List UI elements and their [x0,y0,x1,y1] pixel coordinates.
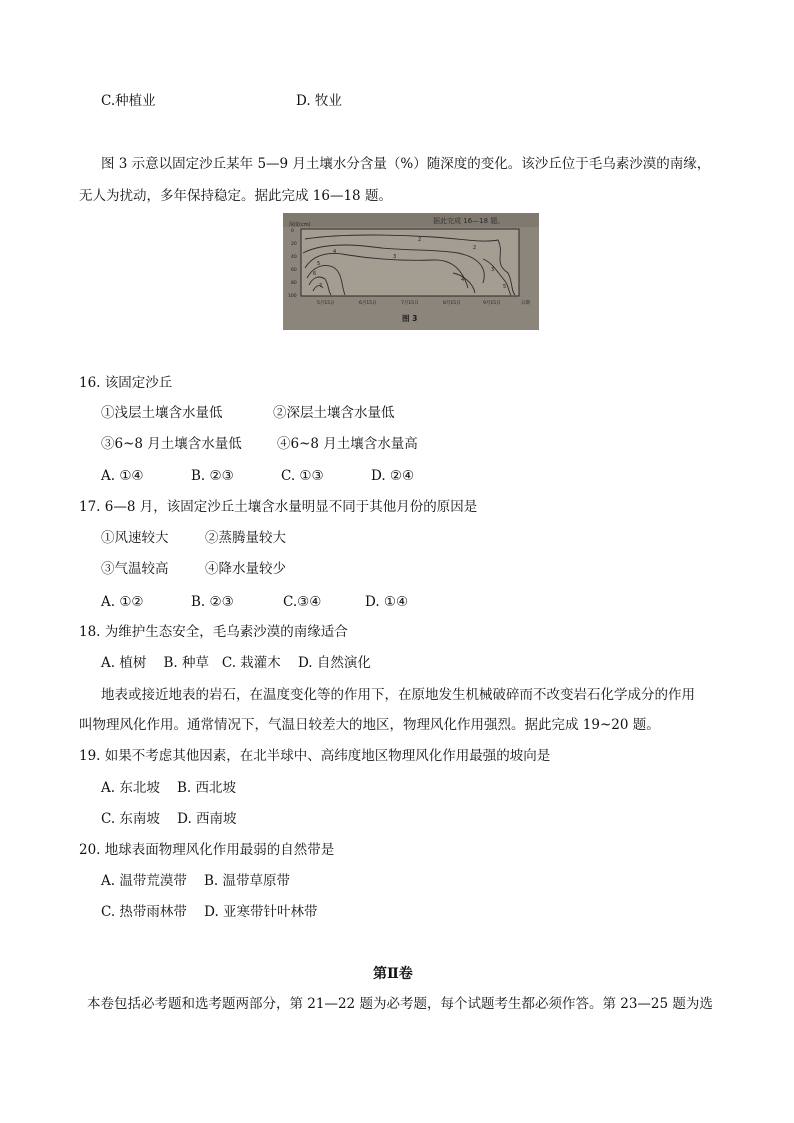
q17-opt-4: ④降水量较少 [205,561,286,577]
section-2-line1: 本卷包括必考题和选考题两部分，第 21—22 题为必考题，每个试题考生都必须作答。第 23—25 题为选 [87,996,713,1012]
q16-answer-a: A. ①④ [101,468,144,484]
intro-16-18-line2: 无人为扰动，多年保持稳定。据此完成 16—18 题。 [79,188,392,204]
q16-opt-4: ④6~8 月土壤含水量高 [277,436,418,452]
contour-label: 5 [503,284,507,290]
q19-stem: 19. 如果不考虑其他因素，在北半球中、高纬度地区物理风化作用最强的坡向是 [79,748,551,764]
option-d: D. 牧业 [296,93,342,109]
q18-stem: 18. 为维护生态安全，毛乌素沙漠的南缘适合 [79,624,348,640]
q17-answer-a: A. ①② [101,594,144,610]
y-tick: 40 [291,255,297,260]
x-axis-title: 日期 [521,301,530,306]
q19-row1: A. 东北坡 B. 西北坡 [101,780,236,796]
section-2-title: 第Ⅱ卷 [373,966,413,982]
contour-label: 2 [473,245,477,251]
figure-3-image [283,213,539,330]
q16-answer-c: C. ①③ [281,468,324,484]
option-c: C.种植业 [101,93,156,109]
intro-19-20-line2: 叫物理风化作用。通常情况下，气温日较差大的地区，物理风化作用强烈。据此完成 19~20 题。 [79,717,660,733]
q19-row2: C. 东南坡 D. 西南坡 [101,811,237,827]
y-tick: 60 [291,268,297,273]
contour-label: 4 [461,277,465,283]
q16-answer-d: D. ②④ [371,468,415,484]
x-tick: 9月15日 [483,301,501,306]
q20-row1: A. 温带荒漠带 B. 温带草原带 [101,873,290,889]
q17-stem: 17. 6—8 月，该固定沙丘土壤含水量明显不同于其他月份的原因是 [79,499,478,515]
y-tick: 0 [291,229,294,234]
x-tick: 6月15日 [359,301,377,306]
x-tick: 7月15日 [401,301,419,306]
q18-answers: A. 植树 B. 种草 C. 栽灌木 D. 自然演化 [101,655,371,671]
q20-stem: 20. 地球表面物理风化作用最弱的自然带是 [79,842,335,858]
contour-label: 5 [317,261,321,267]
q16-opt-3: ③6~8 月土壤含水量低 [101,436,242,452]
q16-opt-1: ①浅层土壤含水量低 [101,405,223,421]
figure-3-caption: 图 3 [402,314,418,323]
y-tick: 80 [291,281,297,286]
y-tick: 20 [291,242,297,247]
intro-19-20-line1: 地表或接近地表的岩石，在温度变化等的作用下，在原地发生机械破碎而不改变岩石化学成分的作用 [101,687,695,703]
q17-opt-1: ①风速较大 [101,530,169,546]
q17-answer-b: B. ②③ [191,594,234,610]
y-axis-title: 深度(cm) [289,222,311,228]
contour-label: 7 [319,283,323,289]
q16-answer-b: B. ②③ [191,468,234,484]
contour-label: 2 [418,237,422,243]
q17-answer-d: D. ①④ [365,594,409,610]
contour-label: 4 [333,249,337,255]
contour-label: 6 [313,271,317,277]
q16-opt-2: ②深层土壤含水量低 [273,405,395,421]
q17-opt-2: ②蒸腾量较大 [205,530,286,546]
figure-3-header-text: 据此完成 16—18 题。 [433,217,505,225]
contour-label: 3 [393,254,397,260]
y-tick: 100 [288,294,297,299]
q16-stem: 16. 该固定沙丘 [79,375,173,391]
x-tick: 8月15日 [443,301,461,306]
x-tick: 5月15日 [317,301,335,306]
q17-answer-c: C.③④ [283,594,322,610]
q20-row2: C. 热带雨林带 D. 亚寒带针叶林带 [101,904,318,920]
contour-label: 3 [491,267,495,273]
intro-16-18-line1: 图 3 示意以固定沙丘某年 5—9 月土壤水分含量（%）随深度的变化。该沙丘位于毛乌素沙漠的南缘， [101,156,711,172]
q17-opt-3: ③气温较高 [101,561,169,577]
